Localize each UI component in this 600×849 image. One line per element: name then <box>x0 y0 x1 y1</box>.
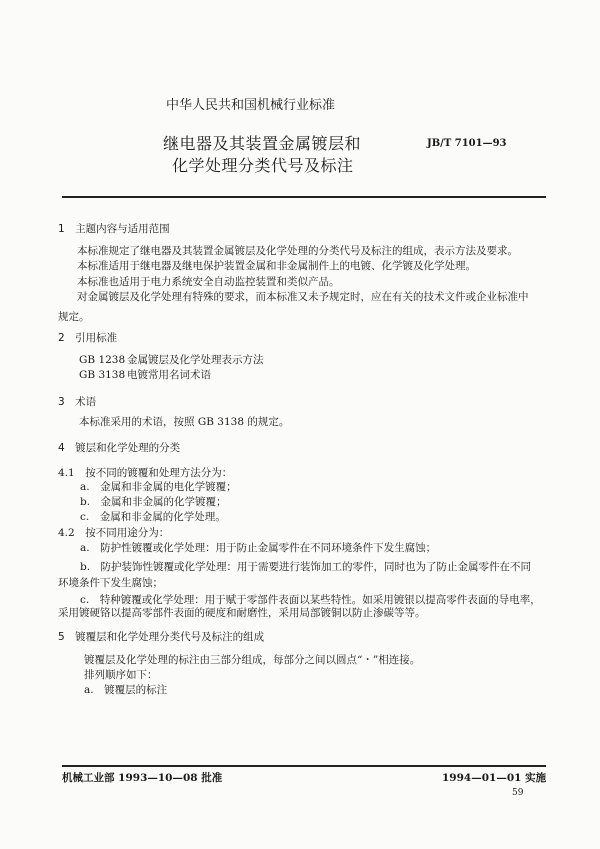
paragraph: 本标准规定了继电器及其装置金属镀层及化学处理的分类代号及标注的组成，表示方法及要求。 <box>77 245 518 257</box>
list-item: c. 金属和非金属的化学处理。 <box>80 511 226 523</box>
list-item: b. 防护装饰性镀覆或化学处理：用于需要进行装饰加工的零件，同时也为了防止金属零件在不同 <box>80 561 532 573</box>
paragraph: 本标准适用于继电器及继电保护装置金属和非金属制件上的电镀、化学镀及化学处理。 <box>77 260 476 272</box>
list-item: a. 金属和非金属的电化学镀覆； <box>80 481 237 493</box>
paragraph: 对金属镀层及化学处理有特殊的要求，而本标准又未予规定时，应在有关的技术文件或企业标准中 <box>77 291 529 303</box>
standard-code: JB/T 7101—93 <box>427 138 507 149</box>
list-item: a. 镀覆层的标注 <box>84 684 168 696</box>
ref-title: 金属镀层及化学处理表示方法 <box>127 354 264 366</box>
paragraph: 规定。 <box>58 311 90 323</box>
subsection-4-1: 4.1 按不同的镀覆和处理方法分为： <box>58 467 233 479</box>
section-2-heading: 2 引用标准 <box>58 332 118 344</box>
section-4-heading: 4 镀层和化学处理的分类 <box>58 442 181 454</box>
effective-date: 1994—01—01 实施 <box>442 772 547 784</box>
paragraph: 本标准也适用于电力系统安全自动监控装置和类似产品。 <box>77 276 340 288</box>
paragraph: 排列顺序如下： <box>84 669 158 681</box>
list-item: a. 防护性镀覆或化学处理：用于防止金属零件在不同环境条件下发生腐蚀； <box>80 542 437 554</box>
ref-code: GB 3138 <box>79 369 126 381</box>
section-5-heading: 5 镀覆层和化学处理分类代号及标注的组成 <box>58 631 265 643</box>
paragraph: 本标准采用的术语，按照 GB 3138 的规定。 <box>79 416 290 428</box>
header-rule <box>62 196 546 198</box>
title-line-1: 继电器及其装置金属镀层和 <box>163 134 362 153</box>
page-number: 59 <box>512 788 524 798</box>
paragraph: 镀覆层及化学处理的标注由三部分组成，每部分之间以圆点“・”相连接。 <box>84 654 421 666</box>
ref-code: GB 1238 <box>79 354 126 366</box>
list-item: c. 特种镀覆或化学处理：用于赋于零部件表面以某些特性。如采用镀银以提高零件表面的导电率， <box>80 594 541 606</box>
ref-title: 电镀常用名词术语 <box>127 369 211 381</box>
list-item-cont: 环境条件下发生腐蚀； <box>58 577 163 589</box>
title-line-2: 化学处理分类代号及标注 <box>172 156 354 175</box>
section-1-heading: 1 主题内容与适用范围 <box>58 223 170 235</box>
issuing-org: 中华人民共和国机械行业标准 <box>166 98 336 113</box>
footer-rule <box>62 765 546 767</box>
approval-date: 机械工业部 1993—10—08 批准 <box>62 772 223 784</box>
section-3-heading: 3 术语 <box>58 396 97 408</box>
subsection-4-2: 4.2 按不同用途分为： <box>58 527 170 539</box>
list-item: b. 金属和非金属的化学镀覆； <box>80 496 227 508</box>
list-item-cont: 采用镀硬铬以提高零部件表面的硬度和耐磨性，采用局部镀铜以防止渗碳等等。 <box>58 607 426 619</box>
